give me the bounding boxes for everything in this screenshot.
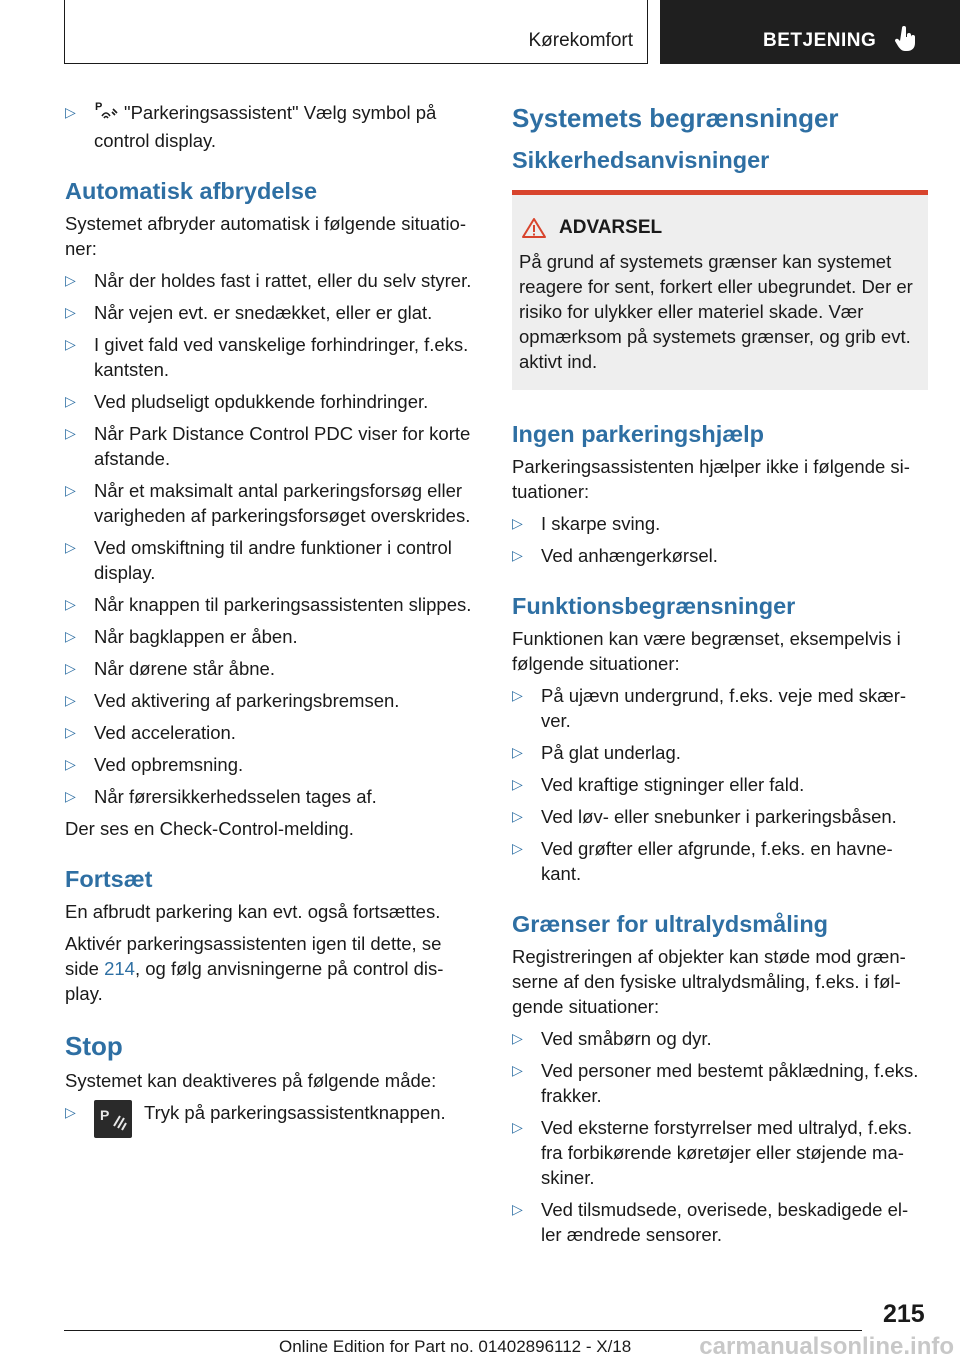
page-number: 215	[883, 1300, 925, 1328]
function-text: Funktionen kan være begrænset, eksempelvis i følgende situationer:	[512, 628, 901, 674]
bullet-arrow-icon: ▷	[512, 1062, 523, 1078]
safety-heading: Sikkerhedsanvisninger	[512, 147, 770, 173]
bullet-arrow-icon: ▷	[512, 515, 523, 531]
list-item: ▷ Ved småbørn og dyr.	[512, 1028, 712, 1049]
continue-text-1: En afbrudt parkering kan evt. også fortsættes.	[65, 901, 441, 923]
bullet-arrow-icon: ▷	[512, 808, 523, 824]
ultrasound-list	[512, 1026, 928, 1247]
bullet-arrow-icon: ▷	[512, 840, 523, 856]
header-section-box	[64, 0, 648, 64]
bullet-arrow-icon: ▷	[65, 539, 76, 556]
parking-assistant-button-icon	[94, 1100, 132, 1138]
no-help-heading: Ingen parkeringshjælp	[512, 421, 765, 447]
bullet-arrow-icon: ▷	[65, 482, 76, 499]
bullet-arrow-icon: ▷	[65, 692, 76, 709]
list-item: ▷ P "Parkeringsassistent" Vælg symbol på control display.	[65, 101, 437, 152]
list-item: ▷ Ved anhængerkørsel.	[512, 545, 718, 566]
auto-heading: Automatisk afbrydelse	[65, 178, 318, 205]
warning-text: På grund af systemets grænser kan systemet reagere for sent, forkert eller ubegrundet. Der er risiko for ulykker eller materiel skade. Vær opmærksom på systemets grænser, og grib evt. aktivt ind.	[519, 251, 913, 372]
bullet-arrow-icon: ▷	[65, 628, 76, 645]
watermark: carmanualsonline.info	[699, 1333, 954, 1360]
edition-text: Online Edition for Part no. 01402896112 - X/18	[279, 1337, 632, 1356]
no-help-list	[512, 511, 928, 568]
chapter-title: BETJENING	[763, 30, 877, 51]
bullet-arrow-icon: ▷	[65, 1104, 76, 1121]
list-item: ▷ Ved grøfter eller afgrunde, f.eks. en havne-kant.	[512, 838, 893, 884]
list-item: ▷ Ved tilsmudsede, overisede, beskadigede el-ler ændrede sensorer.	[512, 1199, 909, 1245]
bullet-arrow-icon: ▷	[512, 1119, 523, 1135]
bullet-arrow-icon: ▷	[65, 756, 76, 773]
list-item: ▷ Når bagklappen er åben.	[65, 626, 298, 648]
list-item: ▷ Når Park Distance Control PDC viser for korte afstande.	[65, 423, 471, 470]
list-item: ▷ Ved omskiftning til andre funktioner i control display.	[65, 537, 452, 584]
svg-text:P: P	[100, 1107, 110, 1124]
bullet-arrow-icon: ▷	[65, 660, 76, 677]
ultrasound-heading: Grænser for ultralydsmåling	[512, 911, 829, 937]
parking-assistant-icon	[94, 100, 118, 128]
section-title: Kørekomfort	[528, 30, 633, 51]
list-item: ▷ På ujævn undergrund, f.eks. veje med skær-ver.	[512, 685, 907, 731]
bullet-arrow-icon: ▷	[512, 687, 523, 703]
list-item: ▷ Når der holdes fast i rattet, eller du selv styrer.	[65, 270, 472, 292]
bullet-arrow-icon: ▷	[512, 744, 523, 760]
bullet-arrow-icon: ▷	[65, 393, 76, 410]
list-item: ▷ Ved opbremsning.	[65, 754, 244, 776]
stop-list	[65, 1100, 480, 1138]
list-item: ▷ Når knappen til parkeringsassistenten slippes.	[65, 594, 472, 616]
bullet-arrow-icon: ▷	[65, 596, 76, 613]
warning-triangle-icon	[521, 217, 547, 239]
left-column	[65, 100, 480, 1145]
check-control-text: Der ses en Check-Control-melding.	[65, 818, 354, 840]
list-item: ▷ I givet fald ved vanskelige forhindringer, f.eks. kantsten.	[65, 334, 469, 381]
hand-pointer-icon	[894, 26, 918, 57]
right-column	[512, 100, 928, 1254]
stop-text: Systemet kan deaktiveres på følgende måde:	[65, 1070, 437, 1092]
ultrasound-text: Registreringen af objekter kan støde mod græn-serne af den fysiske ultralydsmåling, f.eks. i føl-gende situationer:	[512, 946, 906, 1017]
bullet-arrow-icon: ▷	[65, 336, 76, 353]
list-item: ▷ På glat underlag.	[512, 742, 681, 763]
list-item: ▷ Ved eksterne forstyrrelser med ultralyd, f.eks. fra forbikørende køretøjer eller støjende ma-skiner.	[512, 1117, 913, 1188]
warning-box	[512, 190, 928, 390]
no-help-text: Parkeringsassistenten hjælper ikke i følgende si-tuationer:	[512, 456, 910, 502]
bullet-arrow-icon: ▷	[65, 304, 76, 321]
bullet-arrow-icon: ▷	[512, 1201, 523, 1217]
list-item: ▷ Når førersikkerhedsselen tages af.	[65, 786, 377, 808]
warning-title: ADVARSEL	[519, 217, 921, 239]
bullet-arrow-icon: ▷	[512, 547, 523, 563]
bullet-arrow-icon: ▷	[65, 788, 76, 805]
header-chapter-box	[660, 0, 960, 64]
function-list	[512, 683, 928, 886]
list-item: ▷ Når dørene står åbne.	[65, 658, 275, 680]
bullet-arrow-icon: ▷	[65, 104, 76, 120]
list-item: ▷ Ved acceleration.	[65, 722, 236, 744]
list-item: ▷ I skarpe sving.	[512, 513, 661, 534]
continue-text-2: Aktivér parkeringsassistenten igen til dette, se side 214, og følg anvisningerne på control dis-play.	[65, 933, 444, 1005]
bullet-arrow-icon: ▷	[65, 425, 76, 442]
list-item: ▷ Når et maksimalt antal parkeringsforsøg eller varigheden af parkeringsforsøget overskrides.	[65, 480, 471, 527]
continue-heading: Fortsæt	[65, 866, 153, 893]
bullet-arrow-icon: ▷	[512, 776, 523, 792]
bullet-arrow-icon: ▷	[512, 1030, 523, 1046]
list-item: ▷ Ved personer med bestemt påklædning, f.eks. frakker.	[512, 1060, 919, 1106]
list-item: ▷ Ved løv- eller snebunker i parkeringsbåsen.	[512, 806, 897, 827]
stop-heading: Stop	[65, 1031, 123, 1062]
limits-heading: Systemets begrænsninger	[512, 103, 839, 133]
function-heading: Funktionsbegrænsninger	[512, 593, 796, 619]
intro-list	[65, 100, 480, 153]
list-item: ▷ Ved aktivering af parkeringsbremsen.	[65, 690, 400, 712]
list-item: ▷ Ved kraftige stigninger eller fald.	[512, 774, 805, 795]
footer-divider	[64, 1330, 862, 1331]
page-link[interactable]: 214	[104, 958, 135, 980]
svg-text:P: P	[95, 101, 103, 114]
list-item: ▷ P Tryk på parkeringsassistentknappen.	[65, 1100, 480, 1138]
bullet-arrow-icon: ▷	[65, 724, 76, 741]
bullet-arrow-icon: ▷	[65, 272, 76, 289]
auto-text: Systemet afbryder automatisk i følgende situatio-ner:	[65, 213, 467, 260]
auto-list	[65, 268, 480, 809]
list-item: ▷ Når vejen evt. er snedækket, eller er glat.	[65, 302, 433, 324]
list-item: ▷ Ved pludseligt opdukkende forhindringer.	[65, 391, 429, 413]
